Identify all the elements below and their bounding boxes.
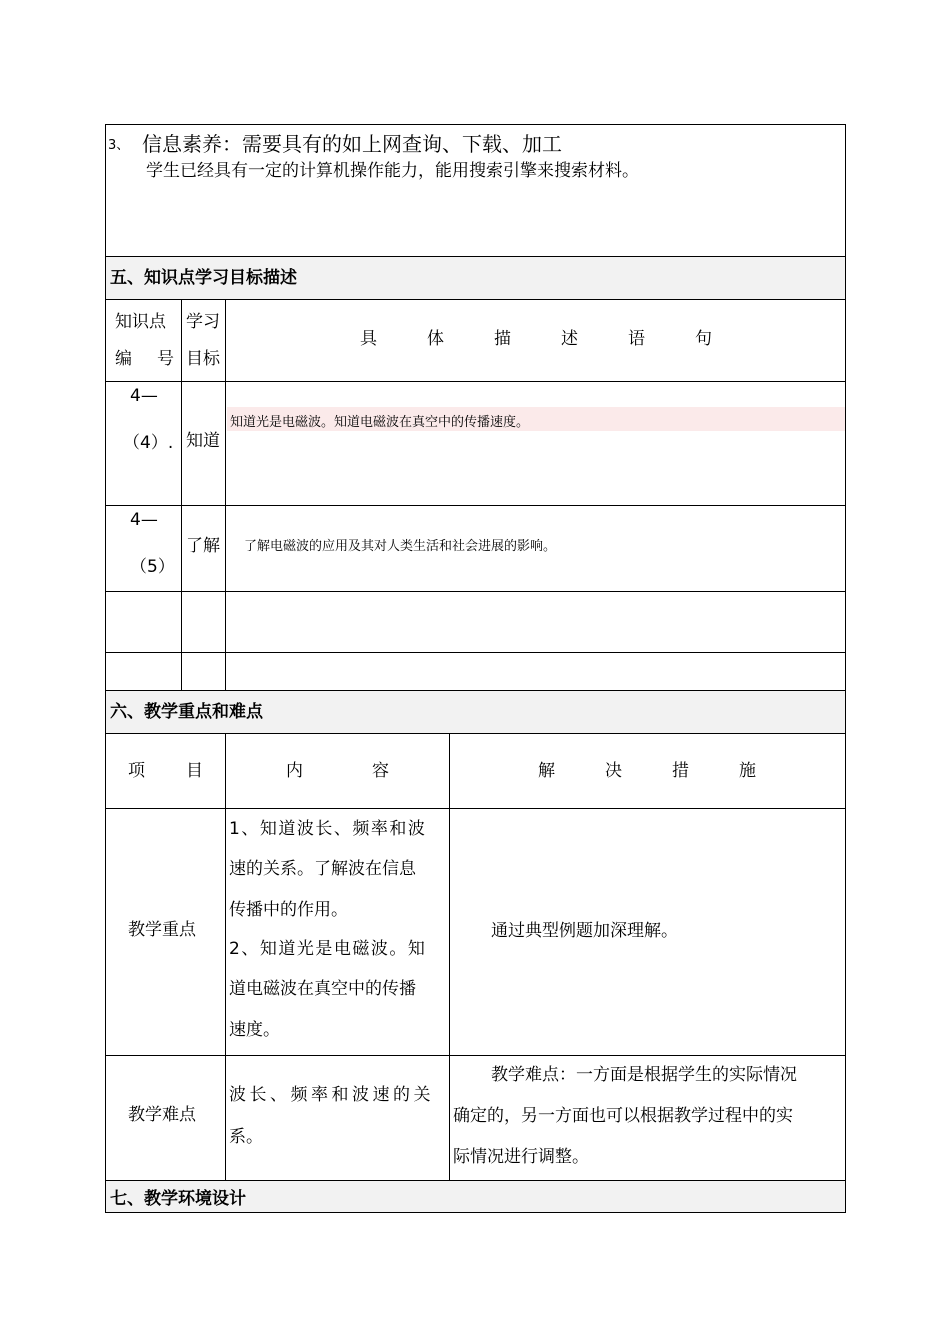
col-header-desc-char: 语 — [628, 329, 645, 349]
col-header-item-char: 目 — [186, 761, 203, 781]
section5-title: 五、知识点学习目标描述 — [110, 268, 297, 288]
knowledge-number-line2: （5） — [130, 557, 175, 577]
col-header-solution-char: 决 — [605, 761, 622, 781]
col-header-goal-line2: 目标 — [186, 349, 220, 369]
key-point-content-line: 2、知道光是电磁波。知 — [229, 939, 427, 959]
key-point-label: 教学重点 — [128, 920, 196, 940]
divider — [106, 505, 845, 506]
col-header-item-char: 项 — [128, 761, 145, 781]
section3-number: 3、 — [108, 138, 130, 153]
key-point-content-line: 1、知道波长、频率和波 — [229, 819, 427, 839]
column-divider — [225, 733, 226, 1180]
difficult-point-solution-line: 际情况进行调整。 — [453, 1147, 589, 1167]
key-point-content-line: 传播中的作用。 — [229, 900, 348, 920]
knowledge-number-line1: 4— — [130, 386, 158, 406]
col-header-solution-char: 施 — [739, 761, 756, 781]
key-point-content-line: 速度。 — [229, 1020, 280, 1040]
key-point-content-line: 道电磁波在真空中的传播 — [229, 979, 416, 999]
difficult-point-solution-line: 教学难点：一方面是根据学生的实际情况 — [491, 1065, 797, 1085]
divider — [106, 1055, 845, 1056]
goal-description: 了解电磁波的应用及其对人类生活和社会进展的影响。 — [244, 539, 557, 554]
goal-description: 知道光是电磁波。知道电磁波在真空中的传播速度。 — [230, 415, 530, 430]
col-header-knowledge-line1: 知识点 — [115, 312, 166, 332]
col-header-solution-char: 解 — [538, 761, 555, 781]
col-header-desc-char: 具 — [360, 329, 377, 349]
column-divider — [225, 299, 226, 690]
section7-title: 七、教学环境设计 — [110, 1189, 246, 1209]
difficult-point-solution-line: 确定的，另一方面也可以根据教学过程中的实 — [453, 1106, 793, 1126]
divider — [106, 733, 845, 734]
section6-title: 六、教学重点和难点 — [110, 702, 263, 722]
difficult-point-label: 教学难点 — [128, 1105, 196, 1125]
section3-title: 信息素养：需要具有的如上网查询、下载、加工 — [142, 132, 562, 156]
col-header-desc-char: 体 — [427, 329, 444, 349]
col-header-knowledge-line2: 编 号 — [115, 349, 178, 369]
goal-level: 知道 — [186, 431, 220, 451]
section3-detail: 学生已经具有一定的计算机操作能力，能用搜索引擎来搜索材料。 — [146, 161, 639, 181]
col-header-desc-char: 句 — [695, 329, 712, 349]
column-divider — [449, 733, 450, 1180]
col-header-content-char: 内 — [286, 761, 303, 781]
divider — [106, 381, 845, 382]
col-header-goal-line1: 学习 — [186, 312, 220, 332]
knowledge-number-line2: （4）. — [123, 433, 174, 453]
knowledge-number-line1: 4— — [130, 510, 158, 530]
divider — [106, 808, 845, 809]
lesson-plan-table — [105, 124, 846, 1213]
col-header-desc-char: 描 — [494, 329, 511, 349]
col-header-content-char: 容 — [372, 761, 389, 781]
divider — [106, 591, 845, 592]
difficult-point-content-line: 系。 — [229, 1127, 263, 1147]
divider — [106, 652, 845, 653]
key-point-solution: 通过典型例题加深理解。 — [491, 921, 678, 941]
col-header-solution-char: 措 — [672, 761, 689, 781]
column-divider — [181, 299, 182, 690]
goal-level: 了解 — [186, 536, 220, 556]
divider — [106, 299, 845, 300]
key-point-content-line: 速的关系。了解波在信息 — [229, 859, 416, 879]
difficult-point-content-line: 波长、频率和波速的关 — [229, 1085, 434, 1105]
col-header-desc-char: 述 — [561, 329, 578, 349]
